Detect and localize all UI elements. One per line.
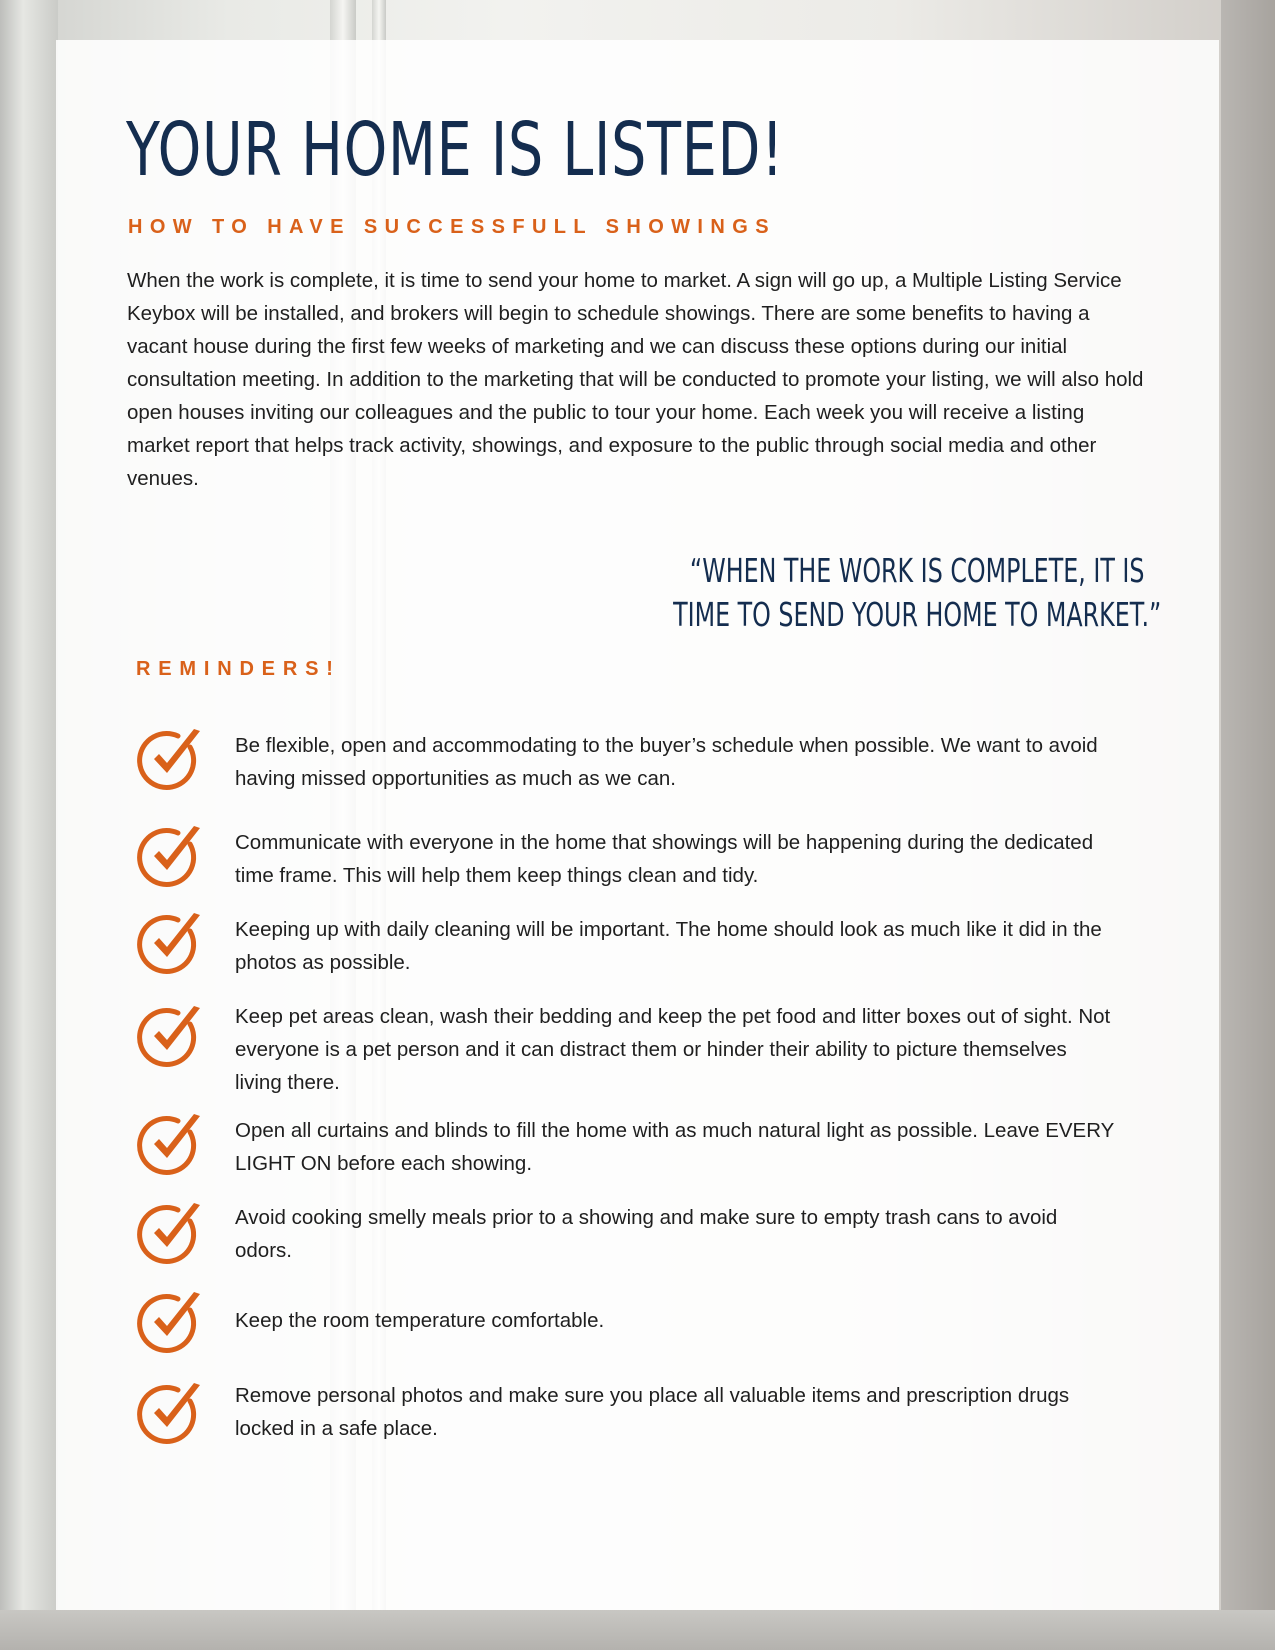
section-subtitle: HOW TO HAVE SUCCESSFULL SHOWINGS: [128, 216, 776, 238]
reminder-text: Keep the room temperature comfortable.: [235, 1309, 605, 1332]
reminder-text: Keep pet areas clean, wash their bedding and keep the pet food and litter boxes out of sight. Not everyone is a pet person and it can distract them or hinder their ability to picture themselves living there.: [235, 1005, 1111, 1094]
checkmark-circle-icon: [134, 1000, 208, 1074]
window-frame: [0, 0, 58, 1650]
reminder-text: Open all curtains and blinds to fill the home with as much natural light as possible. Leave EVERY LIGHT ON before each showing.: [235, 1119, 1114, 1175]
reminder-text: Remove personal photos and make sure you place all valuable items and prescription drugs locked in a safe place.: [235, 1384, 1070, 1440]
reminder-text: Avoid cooking smelly meals prior to a showing and make sure to empty trash cans to avoid odors.: [235, 1206, 1058, 1262]
checkmark-circle-icon: [134, 820, 208, 894]
reminder-text: Keeping up with daily cleaning will be important. The home should look as much like it did in the photos as possible.: [235, 918, 1102, 974]
reminders-heading: REMINDERS!: [136, 658, 341, 680]
reminder-text: Communicate with everyone in the home that showings will be happening during the dedicated time frame. This will help them keep things clean and tidy.: [235, 831, 1094, 887]
checkmark-circle-icon: [134, 1197, 208, 1271]
checkmark-circle-icon: [134, 723, 208, 797]
checkmark-circle-icon: [134, 907, 208, 981]
page-title: YOUR HOME IS LISTED!: [126, 107, 785, 193]
intro-paragraph: When the work is complete, it is time to send your home to market. A sign will go up, a Multiple Listing Service Keybox will be installed, and brokers will begin to schedule showings. There are some benefits to having a vacant house during the first few weeks of marketing and we can discuss these options during our initial consultation meeting. In addition to the marketing that will be conducted to promote your listing, we will also hold open houses inviting our colleagues and the public to tour your home. Each week you will receive a listing market report that helps track activity, showings, and exposure to the public through social media and other venues.: [127, 269, 1144, 490]
window-sill: [0, 1610, 1275, 1650]
checkmark-circle-icon: [134, 1286, 208, 1360]
checkmark-circle-icon: [134, 1377, 208, 1451]
reminder-text: Be flexible, open and accommodating to the buyer’s schedule when possible. We want to avoid having missed opportunities as much as we can.: [235, 734, 1098, 790]
pull-quote: [640, 549, 1194, 637]
pull-quote-line: TIME TO SEND YOUR HOME TO MARKET.”: [673, 595, 1162, 634]
wall-edge: [1221, 0, 1275, 1650]
pull-quote-line: “WHEN THE WORK IS COMPLETE, IT IS: [689, 551, 1145, 590]
checkmark-circle-icon: [134, 1108, 208, 1182]
